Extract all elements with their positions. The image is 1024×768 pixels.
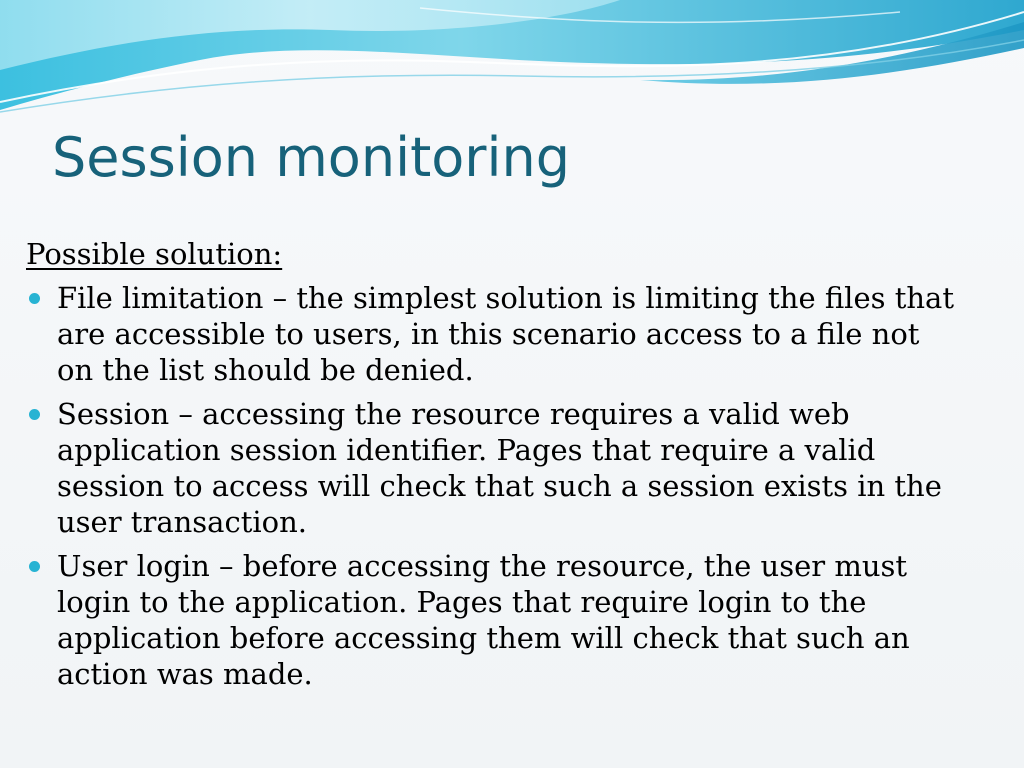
- bullet-text: User login – before accessing the resource, the user must login to the application. Pages that require login to the application before accessing them will check that such an action was made.: [57, 549, 910, 691]
- subheading: Possible solution:: [26, 237, 283, 271]
- bullet-text: Session – accessing the resource requires a valid web application session identifier. Pages that require a valid session to access will check that such a session exists in the user transaction.: [57, 397, 942, 539]
- bullet-icon: [29, 409, 40, 420]
- bullet-icon: [29, 293, 40, 304]
- slide-body: [26, 236, 956, 700]
- bullet-icon: [29, 561, 40, 572]
- bullet-list: [26, 280, 956, 692]
- wave-header-decoration: [0, 0, 1024, 130]
- list-item: [26, 396, 956, 540]
- list-item: [26, 548, 956, 692]
- slide-title: Session monitoring: [52, 126, 570, 189]
- list-item: [26, 280, 956, 388]
- bullet-text: File limitation – the simplest solution is limiting the files that are accessible to users, in this scenario access to a file not on the list should be denied.: [57, 281, 954, 387]
